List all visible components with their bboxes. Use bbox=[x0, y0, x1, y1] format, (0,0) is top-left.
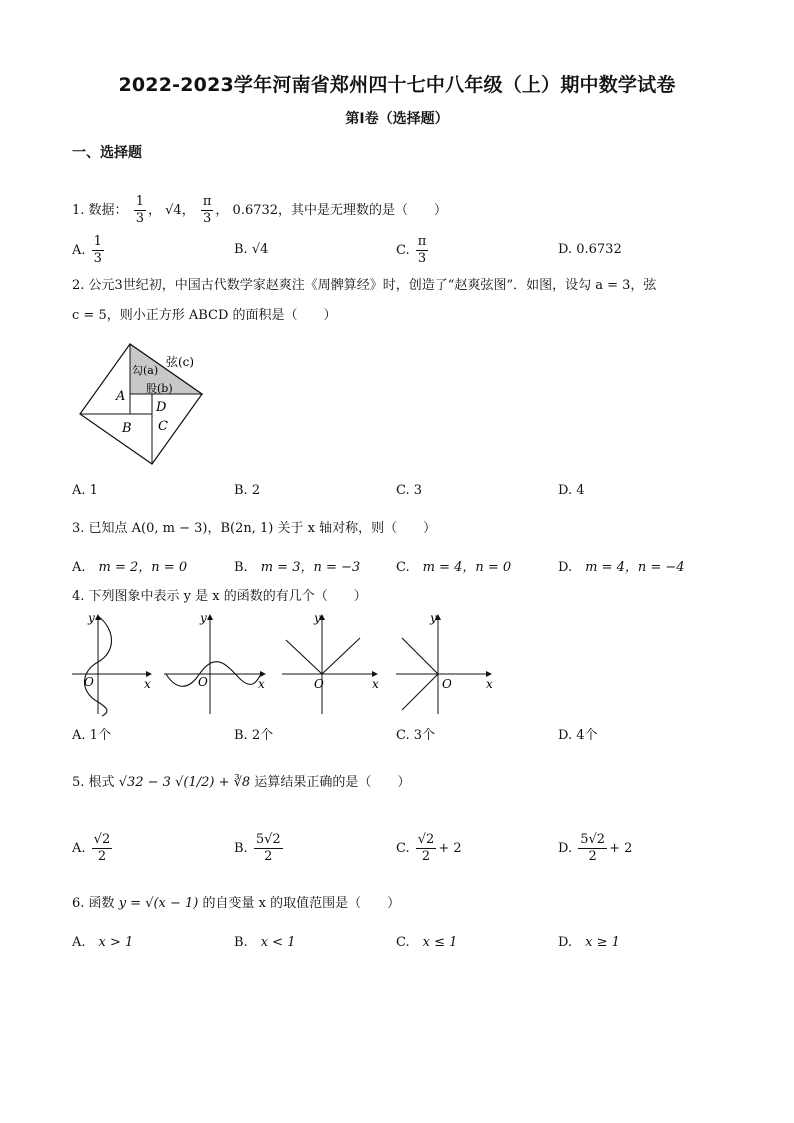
q1-fraction-pi-third: $\frac{\pi}{3}$ bbox=[202, 194, 212, 226]
graph-4-origin: O bbox=[442, 677, 452, 691]
q5-option-a[interactable]: A. $\frac{√2}{2}$ bbox=[72, 832, 111, 864]
label-gu: 股(b) bbox=[146, 382, 173, 395]
graph-2-x-label: x bbox=[258, 677, 265, 691]
graph-1-sideways-wave bbox=[68, 610, 158, 718]
q4-option-a[interactable]: A. 1个 bbox=[72, 728, 111, 743]
q5-option-c[interactable]: C. $\frac{√2}{2}$ + 2 bbox=[396, 832, 462, 864]
question-2-line-2: c = 5，则小正方形 ABCD 的面积是（ ） bbox=[72, 308, 337, 323]
graph-4-y-label: y bbox=[430, 611, 437, 625]
q5-suffix: 运算结果正确的是（ ） bbox=[254, 775, 411, 790]
q4-option-d[interactable]: D. 4个 bbox=[558, 728, 598, 743]
question-4: 4. 下列图象中表示 y 是 x 的函数的有几个（ ） bbox=[72, 589, 367, 604]
graph-4-sideways-v bbox=[394, 610, 499, 718]
graph-2-sine-wave bbox=[162, 610, 272, 718]
q6-prefix: 6. 函数 bbox=[72, 896, 115, 911]
label-b: B bbox=[122, 421, 132, 436]
q3-option-a[interactable]: A. m = 2，n = 0 bbox=[72, 560, 188, 575]
q6-option-a[interactable]: A. x > 1 bbox=[72, 935, 134, 950]
q5-expr-b: √(1/2) bbox=[175, 775, 215, 790]
q1-repeating-decimal: 0.6732 bbox=[232, 203, 279, 218]
q6-suffix: 的自变量 x 的取值范围是（ ） bbox=[202, 896, 401, 911]
q6-option-d[interactable]: D. x ≥ 1 bbox=[558, 935, 620, 950]
q5-expr-c: + ∛8 bbox=[218, 775, 251, 790]
graph-2-y-arrow bbox=[207, 614, 213, 620]
graph-2-y-label: y bbox=[200, 611, 207, 625]
q1-fraction-one-third: $\frac{1}{3}$ bbox=[135, 194, 144, 226]
q1-sqrt4: √4 bbox=[165, 203, 182, 218]
question-1: 1. 数据： $\frac{1}{3}$ ， √4， $\frac{\pi}{3}$ ， 0.6732，其中是无理数的是（ ） bbox=[72, 194, 448, 226]
q1-suffix: ，其中是无理数的是（ ） bbox=[278, 203, 448, 218]
graph-4-upper-ray bbox=[402, 638, 438, 674]
q4-option-b[interactable]: B. 2个 bbox=[234, 728, 274, 743]
q5-prefix: 5. 根式 bbox=[72, 775, 115, 790]
question-5 bbox=[72, 772, 410, 794]
graph-4-lower-ray bbox=[402, 674, 438, 710]
graph-3-left-ray bbox=[286, 640, 322, 674]
q2-option-d[interactable]: D. 4 bbox=[558, 483, 585, 498]
label-c: C bbox=[158, 419, 168, 434]
exam-subtitle: 第Ⅰ卷（选择题） bbox=[345, 111, 449, 127]
label-xian: 弦(c) bbox=[166, 355, 195, 369]
q2-option-a[interactable]: A. 1 bbox=[72, 483, 98, 498]
graph-1-origin: O bbox=[84, 675, 94, 689]
q1-prefix: 1. 数据： bbox=[72, 203, 128, 218]
graph-3-right-ray bbox=[322, 638, 360, 674]
q5-expr-a: √32 − 3 bbox=[118, 775, 171, 790]
graph-3-y-label: y bbox=[314, 611, 321, 625]
zhao-shuang-diagram bbox=[76, 340, 206, 466]
question-2-line-1: 2. 公元3世纪初，中国古代数学家赵爽注《周髀算经》时，创造了“赵爽弦图”．如图，设勾 a = 3，弦 bbox=[72, 278, 657, 293]
graph-3-origin: O bbox=[314, 677, 324, 691]
graph-2-origin: O bbox=[198, 675, 208, 689]
exam-title: 2022-2023学年河南省郑州四十七中八年级（上）期中数学试卷 bbox=[118, 74, 676, 96]
q1-option-a[interactable]: A. $\frac{1}{3}$ bbox=[72, 234, 102, 266]
q3-option-d[interactable]: D. m = 4，n = −4 bbox=[558, 560, 685, 575]
q5-option-d[interactable]: D. $\frac{5√2}{2}$ + 2 bbox=[558, 832, 633, 864]
q1-option-b[interactable]: B. √4 bbox=[234, 242, 269, 257]
q2-option-b[interactable]: B. 2 bbox=[234, 483, 261, 498]
q3-option-b[interactable]: B. m = 3，n = −3 bbox=[234, 560, 361, 575]
question-6 bbox=[72, 893, 400, 915]
q2-option-c[interactable]: C. 3 bbox=[396, 483, 423, 498]
q3-option-c[interactable]: C. m = 4，n = 0 bbox=[396, 560, 512, 575]
label-d: D bbox=[156, 400, 167, 415]
graph-1-x-label: x bbox=[144, 677, 151, 691]
q6-expr: y = √(x − 1) bbox=[118, 896, 199, 911]
label-gou: 勾(a) bbox=[132, 364, 159, 377]
section-heading: 一、选择题 bbox=[72, 145, 142, 161]
q5-option-b[interactable]: B. $\frac{5√2}{2}$ bbox=[234, 832, 281, 864]
graph-3-v-shape bbox=[280, 610, 385, 718]
question-3: 3. 已知点 A(0, m − 3)，B(2n, 1) 关于 x 轴对称，则（ ） bbox=[72, 521, 437, 536]
q1-option-c[interactable]: C. $\frac{\pi}{3}$ bbox=[396, 234, 427, 266]
q4-option-c[interactable]: C. 3个 bbox=[396, 728, 436, 743]
graph-4-x-label: x bbox=[486, 677, 493, 691]
graph-1-y-label: y bbox=[88, 611, 95, 625]
q6-option-b[interactable]: B. x < 1 bbox=[234, 935, 296, 950]
graph-3-x-label: x bbox=[372, 677, 379, 691]
q1-option-d[interactable]: D. 0.6732 bbox=[558, 242, 622, 257]
q6-option-c[interactable]: C. x ≤ 1 bbox=[396, 935, 458, 950]
label-a: A bbox=[116, 389, 126, 404]
